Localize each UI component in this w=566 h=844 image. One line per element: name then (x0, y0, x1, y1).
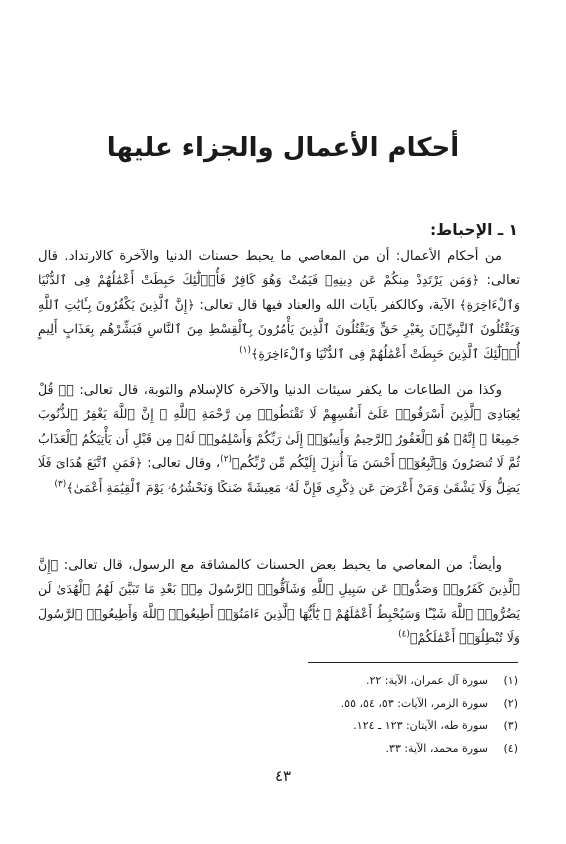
footnote-number: (١) (503, 674, 518, 687)
paragraph-text: ، وقال تعالى: (142, 456, 221, 472)
page-number: ٤٣ (274, 767, 292, 785)
footnote-item (48, 738, 518, 761)
quran-verse: ﴿فَمَنِ ٱتَّبَعَ هُدَاىَ فَلَا يَضِلُّ وَلَا يَشْقَىٰ وَمَنْ أَعْرَضَ عَن ذِكْرِى فَإِنَّ لَهُۥ مَعِيشَةً ضَنكًا وَنَحْشُرُهُۥ يَوْمَ ٱلْقِيَٰمَةِ أَعْمَىٰ﴾ (38, 455, 520, 495)
quran-verse: ﴿إِنَّ ٱلَّذِينَ كَفَرُوا۟ وَصَدُّوا۟ عَن سَبِيلِ ٱللَّهِ وَشَآقُّوا۟ ٱلرَّسُولَ مِنۢ بَعْدِ مَا تَبَيَّنَ لَهُمُ ٱلْهُدَىٰ لَن يَضُرُّوا۟ ٱللَّهَ شَيْـًٔا وَسَيُحْبِطُ أَعْمَٰلَهُمْ ۞ يَٰٓأَيُّهَا ٱلَّذِينَ ءَامَنُوٓا۟ أَطِيعُوا۟ ٱللَّهَ وَأَطِيعُوا۟ ٱلرَّسُولَ وَلَا تُبْطِلُوٓا۟ أَعْمَٰلَكُمْ﴾ (38, 557, 520, 646)
footnote-text: سورة الزمر، الآيات: ٥٣، ٥٤، ٥٥. (340, 696, 488, 710)
paragraph-text: من أحكام الأعمال: أن من المعاصي ما يحبط حسنات الدنيا والآخرة كالارتداد. قال تعالى: (38, 249, 521, 289)
footnote-item (48, 670, 518, 693)
paragraph-takfir (38, 378, 520, 500)
quran-verse: ﴿إِنَّ ٱلَّذِينَ يَكْفُرُونَ بِـَٔايَٰتِ ٱللَّهِ وَيَقْتُلُونَ ٱلنَّبِيِّۦنَ بِغَيْرِ حَقٍّ وَيَقْتُلُونَ ٱلَّذِينَ يَأْمُرُونَ بِٱلْقِسْطِ مِنَ ٱلنَّاسِ فَبَشِّرْهُم بِعَذَابٍ أَلِيمٍ أُو۟لَٰٓئِكَ ٱلَّذِينَ حَبِطَتْ أَعْمَٰلُهُمْ فِى ٱلدُّنْيَا وَٱلْءَاخِرَةِ﴾ (38, 296, 520, 361)
footnote-text: سورة آل عمران، الآية: ٢٢. (365, 674, 488, 687)
quran-verse: ﴿۞ قُلْ يَٰعِبَادِىَ ٱلَّذِينَ أَسْرَفُوا۟ عَلَىٰٓ أَنفُسِهِمْ لَا تَقْنَطُوا۟ مِن رَّحْمَةِ ٱللَّهِ ۚ إِنَّ ٱللَّهَ يَغْفِرُ ٱلذُّنُوبَ جَمِيعًا ۚ إِنَّهُۥ هُوَ ٱلْغَفُورُ ٱلرَّحِيمُ وَأَنِيبُوٓا۟ إِلَىٰ رَبِّكُمْ وَأَسْلِمُوا۟ لَهُۥ مِن قَبْلِ أَن يَأْتِيَكُمُ ٱلْعَذَابُ ثُمَّ لَا تُنصَرُونَ وَٱتَّبِعُوٓا۟ أَحْسَنَ مَآ أُنزِلَ إِلَيْكُم مِّن رَّبِّكُم﴾ (38, 382, 520, 471)
footnote-marker: (٣) (54, 479, 67, 490)
footnote-item (48, 715, 518, 738)
footnote-number: (٢) (503, 696, 518, 710)
footnotes-list (48, 670, 518, 760)
footnote-marker: (١) (239, 345, 252, 356)
paragraph-mushaqqa (38, 553, 520, 651)
paragraph-text: وأيضاً: من المعاصي ما يحبط بعض الحسنات كالمشاقة مع الرسول، قال تعالى: (58, 558, 502, 573)
quran-verse: ﴿وَمَن يَرْتَدِدْ مِنكُمْ عَن دِينِهِۦ فَيَمُتْ وَهُوَ كَافِرٌ فَأُو۟لَٰٓئِكَ حَبِطَتْ أَعْمَٰلُهُمْ فِى ٱلدُّنْيَا وَٱلْءَاخِرَةِ﴾ (38, 272, 520, 312)
footnote-text: سورة محمد، الآية: ٣٣. (385, 741, 488, 755)
section-heading: ١ ـ الإحباط: (429, 221, 518, 239)
footnote-marker: (٢) (220, 454, 233, 465)
paragraph-text: الآية، وكالكفر بآيات الله والعناد فيها قال تعالى: (194, 297, 460, 313)
footnote-text: سورة طه، الآيتان: ١٢٣ ـ ١٢٤. (353, 719, 488, 732)
paragraph-ihbat (38, 245, 520, 366)
footnote-marker: (٤) (398, 629, 410, 640)
paragraph-text: وكذا من الطاعات ما يكفر سيئات الدنيا والآخرة كالإسلام والتوبة، قال تعالى: (73, 383, 502, 398)
footnote-item (48, 693, 518, 716)
chapter-title: أحكام الأعمال والجزاء عليها (106, 133, 460, 163)
footnote-number: (٣) (503, 719, 518, 732)
footnote-divider (308, 662, 518, 663)
footnote-number: (٤) (503, 741, 518, 755)
